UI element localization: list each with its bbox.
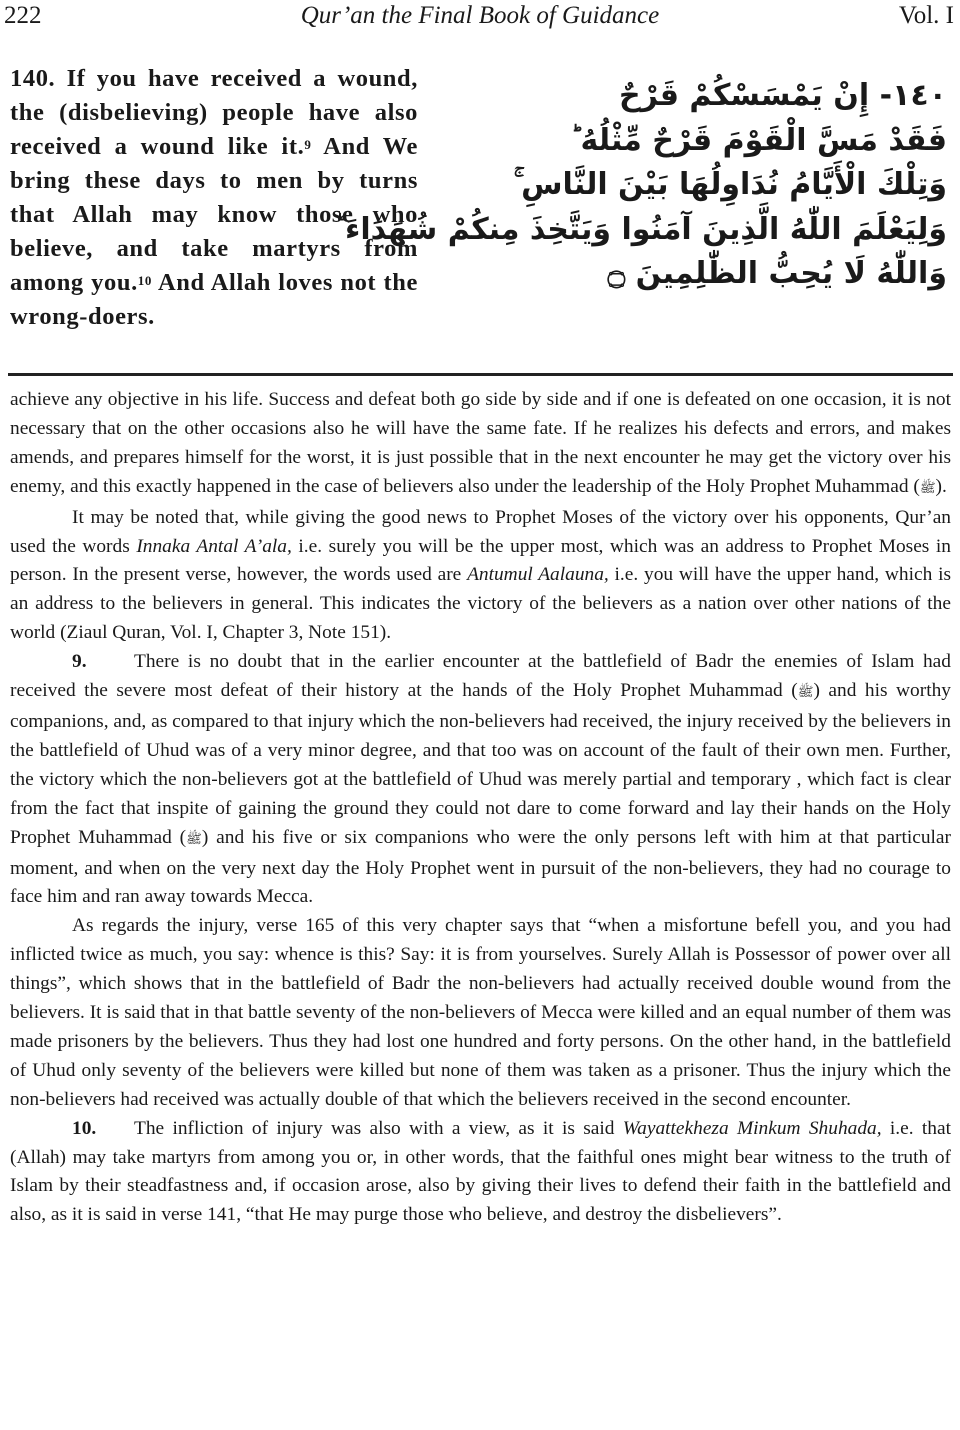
commentary-paragraph: As regards the injury, verse 165 of this very chapter says that “when a misfortune befell you, and you had inflicted twice as much, you say: whence is this? Say: it is from yourselves. Surely Allah is Possessor of power over all things”, which shows that in the battlefield of Badr the non-believers had actually received double wound from the believers. It is said that in that battle seventy of the non-believers of Mecca were killed and an equal number of them was made prisoners by the believers. Thus they had lost one hundred and forty persons. On the other hand, in the battlefield of Uhud only seventy of the believers were killed but none of them was taken as a prisoner. Thus the injury which the non-believers had received was actually double of that which the believers received in the second encounter. [10, 915, 951, 1110]
footnote-number: 9. [72, 651, 87, 673]
salutation-icon: ﷺ [186, 831, 202, 847]
arabic-line: فَقَدْ مَسَّ الْقَوْمَ قَرْحٌ مِّثْلُهُ ؕ [570, 122, 947, 158]
footnote-10: 10. The infliction of injury was also with a view, as it is said Wayattekheza Minkum Shuhada, i.e. that (Allah) may take martyrs from among you or, in other words, that the faithful ones might bear witness to the truth of Islam by their steadfastness and, if occasion arose, also by giving their lives to defend their faith in the battlefield and also, as it is said in verse 141, “that He may purge those who believe, and destroy the disbelievers”. [10, 1115, 951, 1231]
verse-translation: 140. If you have received a wound, the (disbelieving) people have also received a wound like it.$^9$ And We bring these days to men by turns that Allah may know those who believe, and take martyrs from among you.$^{10}$ And Allah loves not the wrong-doers. [10, 65, 419, 330]
arabic-line: وَتِلْكَ الْأَيَّامُ نُدَاوِلُهَا بَيْنَ النَّاسِ ۚ [513, 167, 947, 202]
arabic-line: وَاللّٰهُ لَا يُحِبُّ الظّٰلِمِينَ ۝ [607, 256, 947, 291]
section-divider [8, 373, 953, 376]
commentary-paragraph: achieve any objective in his life. Success and defeat both go side by side and if one is defeated on one occasion, it is not necessary that on the other occasions also he will have the same fate. If he realizes his defects and errors, and makes amends, and prepares himself for the worst, it is just possible that in the next encounter he may get the victory over his enemy, and this exactly happened in the case of believers also under the leadership of the Holy Prophet Muhammad (ﷺ). [10, 389, 951, 497]
verse-arabic [334, 74, 947, 297]
commentary [10, 386, 951, 1230]
salutation-icon: ﷺ [919, 480, 936, 496]
footnote-ref-10[interactable]: 10 [137, 273, 152, 288]
page-number: 222 [4, 2, 42, 29]
volume-label: Vol. I [898, 2, 954, 29]
footnote-9: 9. There is no doubt that in the earlier encounter at the battlefield of Badr the enemies of Islam had received the severe most defeat of their history at the hands of the Holy Prophet Muhammad (ﷺ) and his worthy companions, and, as compared to that injury which the non-believers had received, the injury received by the believers in the battlefield of Uhud was of a very minor degree, and that too was on account of the fault of their own men. Further, the victory which the non-believers got at the battlefield of Uhud was merely partial and temporary , which fact is clear from the fact that inspite of gaining the ground they could not dare to come forward and lay their hands on the Holy Prophet Muhammad (ﷺ) and his five or six companions who were the only persons left with him at that particular moment, and when on the very next day the Holy Prophet went in pursuit of the non-believers, they had no courage to face him and ran away towards Mecca. [10, 648, 951, 912]
running-title: Qur’an the Final Book of Guidance [300, 2, 660, 29]
footnote-ref-9[interactable]: 9 [304, 137, 312, 152]
arabic-line: ١٤٠- إِنْ يَمْسَسْكُمْ قَرْحٌ [619, 78, 947, 113]
footnote-number: 10. [72, 1117, 97, 1139]
page-header [0, 0, 960, 34]
arabic-line: وَلِيَعْلَمَ اللّٰهُ الَّذِينَ آمَنُوا وَيَتَّخِذَ مِنكُمْ شُهَدَاءَ ؕ [334, 211, 947, 247]
commentary-paragraph: It may be noted that, while giving the good news to Prophet Moses of the victory over his opponents, Qur’an used the words Innaka Antal A’ala, i.e. surely you will be the upper most, which was an address to Prophet Moses in person. In the present verse, however, the words used are Antumul Aalauna, i.e. you will have the upper hand, which is an address to the believers in general. This indicates the victory of the believers as a nation over other nations of the world (Ziaul Quran, Vol. I, Chapter 3, Note 151). [10, 506, 952, 644]
verse-number: 140. [10, 65, 56, 92]
salutation-icon: ﷺ [797, 685, 814, 701]
